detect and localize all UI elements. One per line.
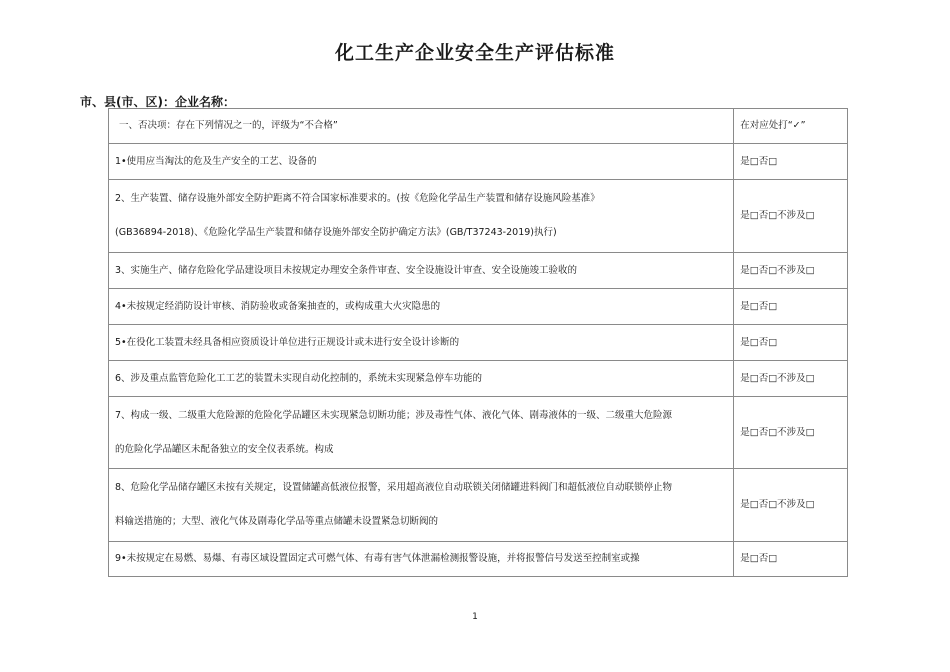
row-checkbox-options[interactable]: 是□否□ [734, 289, 848, 325]
header-mark-column: 在对应处打“✓” [734, 109, 848, 144]
table-row [109, 289, 848, 325]
table-header-row [109, 109, 848, 144]
row-item-text [109, 397, 734, 469]
row-checkbox-options[interactable]: 是□否□ [734, 542, 848, 577]
row-item-text [109, 289, 734, 325]
row-item-text [109, 325, 734, 361]
region-enterprise-label: 市、县(市、区)：企业名称： [80, 95, 235, 109]
table-row [109, 180, 848, 253]
row-checkbox-options[interactable]: 是□否□ [734, 325, 848, 361]
row-checkbox-options[interactable]: 是□否□不涉及□ [734, 397, 848, 469]
row-checkbox-options[interactable]: 是□否□不涉及□ [734, 253, 848, 289]
row-line: 料输送措施的；大型、液化气体及剧毒化学品等重点储罐未设置紧急切断阀的 [115, 516, 439, 527]
row-line: 6、涉及重点监管危险化工工艺的装置未实现自动化控制的，系统未实现紧急停车功能的 [115, 372, 483, 384]
row-item-text [109, 253, 734, 289]
table-row [109, 542, 848, 577]
page-number: 1 [472, 612, 478, 622]
row-line: 4•未按规定经消防设计审核、消防验收或备案抽查的，或构成重大火灾隐患的 [115, 300, 441, 312]
row-item-text [109, 361, 734, 397]
assessment-table [108, 108, 848, 577]
row-line: (GB36894-2018)、《危险化学品生产装置和储存设施外部安全防护确定方法》(GB/T37243-2019)执行) [115, 227, 557, 238]
table-row [109, 361, 848, 397]
row-item-text [109, 144, 734, 180]
table-row [109, 253, 848, 289]
table-row [109, 469, 848, 542]
row-line: 1•使用应当淘汰的危及生产安全的工艺、设备的 [115, 155, 317, 167]
row-item-text [109, 542, 734, 577]
row-checkbox-options[interactable]: 是□否□不涉及□ [734, 469, 848, 542]
table-row [109, 325, 848, 361]
table-row [109, 144, 848, 180]
row-line: 3、实施生产、储存危险化学品建设项目未按规定办理安全条件审查、安全设施设计审查、安全设施竣工验收的 [115, 264, 578, 276]
row-checkbox-options[interactable]: 是□否□ [734, 144, 848, 180]
row-line: 2、生产装置、储存设施外部安全防护距离不符合国家标准要求的。(按《危险化学品生产装置和储存设施风险基准》 [115, 193, 600, 204]
row-line: 5•在役化工装置未经具备相应资质设计单位进行正规设计或未进行安全设计诊断的 [115, 336, 460, 348]
row-item-text [109, 469, 734, 542]
table-row [109, 397, 848, 469]
row-item-text [109, 180, 734, 253]
row-line: 的危险化学品罐区未配备独立的安全仪表系统。构成 [115, 443, 334, 455]
row-line: 8、危险化学品储存罐区未按有关规定，设置储罐高低液位报警，采用超高液位自动联锁关闭储罐进料阀门和超低液位自动联锁停止物 [115, 482, 673, 493]
header-veto-items: 一、否决项：存在下列情况之一的，评级为“不合格” [109, 109, 734, 144]
document-title: 化工生产企业安全生产评估标准 [334, 42, 615, 64]
row-line: 9•未按规定在易燃、易爆、有毒区域设置固定式可燃气体、有毒有害气体泄漏检测报警设施，并将报警信号发送至控制室或操 [115, 553, 640, 564]
row-checkbox-options[interactable]: 是□否□不涉及□ [734, 361, 848, 397]
row-checkbox-options[interactable]: 是□否□不涉及□ [734, 180, 848, 253]
row-line: 7、构成一级、二级重大危险源的危险化学品罐区未实现紧急切断功能；涉及毒性气体、液化气体、剧毒液体的一级、二级重大危险源 [115, 409, 673, 421]
